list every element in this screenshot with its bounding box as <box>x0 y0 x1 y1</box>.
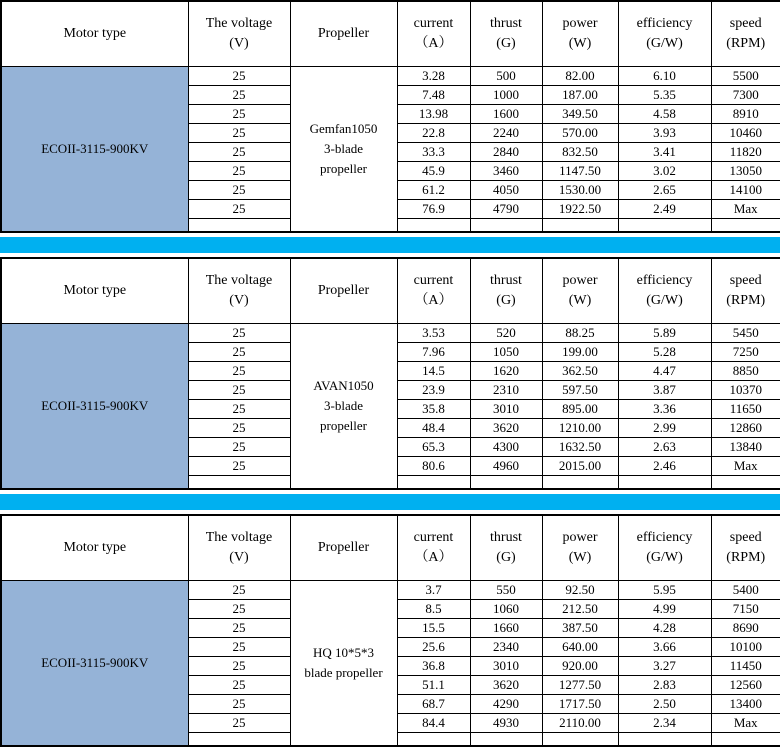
cell-thrust: 3620 <box>470 676 542 695</box>
cell-voltage: 25 <box>188 400 290 419</box>
propeller-cell: Gemfan1050 3-blade propeller <box>290 67 397 233</box>
column-header-thrust: thrust (G) <box>470 515 542 581</box>
cell-speed: Max <box>711 714 780 733</box>
cell-current: 22.8 <box>397 124 470 143</box>
cell-power: 920.00 <box>542 657 618 676</box>
cell-speed: 14100 <box>711 181 780 200</box>
cell-thrust: 3460 <box>470 162 542 181</box>
cell-speed: 12560 <box>711 676 780 695</box>
cell-voltage: 25 <box>188 600 290 619</box>
empty-cell <box>397 219 470 233</box>
cell-thrust: 550 <box>470 581 542 600</box>
cell-speed: 11450 <box>711 657 780 676</box>
column-header-thrust: thrust (G) <box>470 1 542 67</box>
cell-thrust: 3620 <box>470 419 542 438</box>
cell-speed: 10100 <box>711 638 780 657</box>
empty-cell <box>188 476 290 490</box>
empty-cell <box>711 219 780 233</box>
column-header-propeller: Propeller <box>290 515 397 581</box>
column-header-efficiency: efficiency (G/W) <box>618 1 711 67</box>
cell-thrust: 4050 <box>470 181 542 200</box>
cell-efficiency: 2.65 <box>618 181 711 200</box>
column-header-power: power (W) <box>542 515 618 581</box>
cell-thrust: 4790 <box>470 200 542 219</box>
cell-efficiency: 2.63 <box>618 438 711 457</box>
cell-efficiency: 3.41 <box>618 143 711 162</box>
empty-cell <box>188 219 290 233</box>
cell-current: 80.6 <box>397 457 470 476</box>
empty-cell <box>618 733 711 747</box>
cell-current: 48.4 <box>397 419 470 438</box>
column-header-power: power (W) <box>542 1 618 67</box>
cell-power: 895.00 <box>542 400 618 419</box>
data-row <box>1 67 780 86</box>
cell-efficiency: 3.87 <box>618 381 711 400</box>
cell-thrust: 4930 <box>470 714 542 733</box>
cell-current: 35.8 <box>397 400 470 419</box>
cell-thrust: 500 <box>470 67 542 86</box>
cell-power: 349.50 <box>542 105 618 124</box>
column-header-voltage: The voltage (V) <box>188 1 290 67</box>
cell-thrust: 3010 <box>470 657 542 676</box>
cell-voltage: 25 <box>188 200 290 219</box>
cell-efficiency: 3.93 <box>618 124 711 143</box>
cell-efficiency: 5.95 <box>618 581 711 600</box>
cell-voltage: 25 <box>188 181 290 200</box>
cell-voltage: 25 <box>188 695 290 714</box>
cell-current: 84.4 <box>397 714 470 733</box>
cell-efficiency: 4.28 <box>618 619 711 638</box>
cell-speed: 13840 <box>711 438 780 457</box>
cell-current: 7.96 <box>397 343 470 362</box>
cell-efficiency: 3.36 <box>618 400 711 419</box>
cell-thrust: 3010 <box>470 400 542 419</box>
header-row <box>1 515 780 581</box>
cell-speed: 5400 <box>711 581 780 600</box>
spec-table-3 <box>0 514 780 747</box>
cell-efficiency: 2.50 <box>618 695 711 714</box>
spec-table-2 <box>0 257 780 490</box>
cell-voltage: 25 <box>188 676 290 695</box>
cell-efficiency: 3.02 <box>618 162 711 181</box>
cell-current: 23.9 <box>397 381 470 400</box>
cell-current: 65.3 <box>397 438 470 457</box>
empty-cell <box>711 733 780 747</box>
cell-current: 3.28 <box>397 67 470 86</box>
cell-voltage: 25 <box>188 324 290 343</box>
cell-thrust: 2240 <box>470 124 542 143</box>
cell-efficiency: 5.28 <box>618 343 711 362</box>
column-header-power: power (W) <box>542 258 618 324</box>
column-header-motor: Motor type <box>1 258 188 324</box>
cell-speed: 8910 <box>711 105 780 124</box>
cell-current: 51.1 <box>397 676 470 695</box>
cell-thrust: 4290 <box>470 695 542 714</box>
cell-voltage: 25 <box>188 105 290 124</box>
cell-thrust: 1620 <box>470 362 542 381</box>
cell-power: 1147.50 <box>542 162 618 181</box>
cell-efficiency: 2.99 <box>618 419 711 438</box>
empty-cell <box>397 733 470 747</box>
cell-current: 33.3 <box>397 143 470 162</box>
empty-cell <box>711 476 780 490</box>
cell-power: 199.00 <box>542 343 618 362</box>
cell-voltage: 25 <box>188 419 290 438</box>
column-header-propeller: Propeller <box>290 1 397 67</box>
motor-type-cell: ECOII-3115-900KV <box>1 67 188 233</box>
cell-thrust: 1060 <box>470 600 542 619</box>
cell-efficiency: 4.99 <box>618 600 711 619</box>
cell-current: 14.5 <box>397 362 470 381</box>
cell-thrust: 4960 <box>470 457 542 476</box>
cell-voltage: 25 <box>188 343 290 362</box>
column-header-propeller: Propeller <box>290 258 397 324</box>
separator-bar <box>0 237 780 253</box>
cell-voltage: 25 <box>188 86 290 105</box>
cell-voltage: 25 <box>188 714 290 733</box>
column-header-efficiency: efficiency (G/W) <box>618 515 711 581</box>
column-header-speed: speed (RPM) <box>711 1 780 67</box>
empty-cell <box>542 219 618 233</box>
cell-efficiency: 2.34 <box>618 714 711 733</box>
cell-speed: 13400 <box>711 695 780 714</box>
cell-power: 1530.00 <box>542 181 618 200</box>
cell-power: 597.50 <box>542 381 618 400</box>
empty-cell <box>470 476 542 490</box>
cell-speed: 5450 <box>711 324 780 343</box>
cell-current: 25.6 <box>397 638 470 657</box>
cell-efficiency: 3.66 <box>618 638 711 657</box>
data-row <box>1 324 780 343</box>
cell-voltage: 25 <box>188 438 290 457</box>
cell-voltage: 25 <box>188 619 290 638</box>
cell-speed: 7150 <box>711 600 780 619</box>
column-header-current: current （A） <box>397 258 470 324</box>
cell-thrust: 1050 <box>470 343 542 362</box>
cell-efficiency: 2.83 <box>618 676 711 695</box>
cell-current: 15.5 <box>397 619 470 638</box>
cell-speed: 11820 <box>711 143 780 162</box>
cell-power: 82.00 <box>542 67 618 86</box>
cell-thrust: 1660 <box>470 619 542 638</box>
column-header-motor: Motor type <box>1 1 188 67</box>
cell-voltage: 25 <box>188 638 290 657</box>
cell-voltage: 25 <box>188 162 290 181</box>
column-header-current: current （A） <box>397 1 470 67</box>
header-row <box>1 258 780 324</box>
cell-thrust: 2340 <box>470 638 542 657</box>
cell-thrust: 2840 <box>470 143 542 162</box>
cell-speed: Max <box>711 457 780 476</box>
cell-speed: 10460 <box>711 124 780 143</box>
motor-type-cell: ECOII-3115-900KV <box>1 324 188 490</box>
cell-power: 387.50 <box>542 619 618 638</box>
column-header-speed: speed (RPM) <box>711 515 780 581</box>
cell-speed: 5500 <box>711 67 780 86</box>
propeller-cell: HQ 10*5*3 blade propeller <box>290 581 397 747</box>
cell-current: 76.9 <box>397 200 470 219</box>
column-header-efficiency: efficiency (G/W) <box>618 258 711 324</box>
column-header-voltage: The voltage (V) <box>188 515 290 581</box>
column-header-current: current （A） <box>397 515 470 581</box>
cell-current: 7.48 <box>397 86 470 105</box>
header-row <box>1 1 780 67</box>
column-header-motor: Motor type <box>1 515 188 581</box>
cell-speed: 10370 <box>711 381 780 400</box>
cell-power: 1922.50 <box>542 200 618 219</box>
cell-power: 570.00 <box>542 124 618 143</box>
cell-speed: 8850 <box>711 362 780 381</box>
cell-power: 2110.00 <box>542 714 618 733</box>
cell-power: 640.00 <box>542 638 618 657</box>
cell-speed: 7300 <box>711 86 780 105</box>
column-header-speed: speed (RPM) <box>711 258 780 324</box>
column-header-voltage: The voltage (V) <box>188 258 290 324</box>
separator-bar <box>0 494 780 510</box>
empty-cell <box>618 476 711 490</box>
column-header-thrust: thrust (G) <box>470 258 542 324</box>
cell-thrust: 1000 <box>470 86 542 105</box>
cell-efficiency: 2.49 <box>618 200 711 219</box>
cell-current: 68.7 <box>397 695 470 714</box>
cell-current: 3.7 <box>397 581 470 600</box>
data-row <box>1 581 780 600</box>
spec-table-1 <box>0 0 780 233</box>
cell-power: 92.50 <box>542 581 618 600</box>
cell-power: 88.25 <box>542 324 618 343</box>
cell-voltage: 25 <box>188 67 290 86</box>
cell-power: 1632.50 <box>542 438 618 457</box>
cell-efficiency: 5.89 <box>618 324 711 343</box>
cell-current: 61.2 <box>397 181 470 200</box>
cell-current: 3.53 <box>397 324 470 343</box>
cell-voltage: 25 <box>188 457 290 476</box>
cell-power: 1277.50 <box>542 676 618 695</box>
cell-efficiency: 3.27 <box>618 657 711 676</box>
cell-thrust: 1600 <box>470 105 542 124</box>
cell-voltage: 25 <box>188 657 290 676</box>
cell-speed: 12860 <box>711 419 780 438</box>
cell-speed: 13050 <box>711 162 780 181</box>
empty-cell <box>542 733 618 747</box>
cell-power: 1717.50 <box>542 695 618 714</box>
cell-voltage: 25 <box>188 362 290 381</box>
cell-power: 1210.00 <box>542 419 618 438</box>
cell-voltage: 25 <box>188 124 290 143</box>
cell-voltage: 25 <box>188 381 290 400</box>
empty-cell <box>618 219 711 233</box>
cell-voltage: 25 <box>188 581 290 600</box>
cell-speed: 8690 <box>711 619 780 638</box>
cell-power: 362.50 <box>542 362 618 381</box>
cell-efficiency: 5.35 <box>618 86 711 105</box>
cell-efficiency: 4.58 <box>618 105 711 124</box>
cell-power: 212.50 <box>542 600 618 619</box>
cell-current: 8.5 <box>397 600 470 619</box>
propeller-cell: AVAN1050 3-blade propeller <box>290 324 397 490</box>
empty-cell <box>188 733 290 747</box>
motor-type-cell: ECOII-3115-900KV <box>1 581 188 747</box>
cell-power: 832.50 <box>542 143 618 162</box>
empty-cell <box>470 733 542 747</box>
cell-speed: Max <box>711 200 780 219</box>
cell-voltage: 25 <box>188 143 290 162</box>
empty-cell <box>397 476 470 490</box>
cell-efficiency: 2.46 <box>618 457 711 476</box>
empty-cell <box>470 219 542 233</box>
cell-power: 2015.00 <box>542 457 618 476</box>
empty-cell <box>542 476 618 490</box>
cell-efficiency: 6.10 <box>618 67 711 86</box>
cell-current: 45.9 <box>397 162 470 181</box>
cell-current: 13.98 <box>397 105 470 124</box>
cell-efficiency: 4.47 <box>618 362 711 381</box>
cell-speed: 7250 <box>711 343 780 362</box>
cell-current: 36.8 <box>397 657 470 676</box>
cell-power: 187.00 <box>542 86 618 105</box>
cell-speed: 11650 <box>711 400 780 419</box>
cell-thrust: 520 <box>470 324 542 343</box>
cell-thrust: 4300 <box>470 438 542 457</box>
cell-thrust: 2310 <box>470 381 542 400</box>
